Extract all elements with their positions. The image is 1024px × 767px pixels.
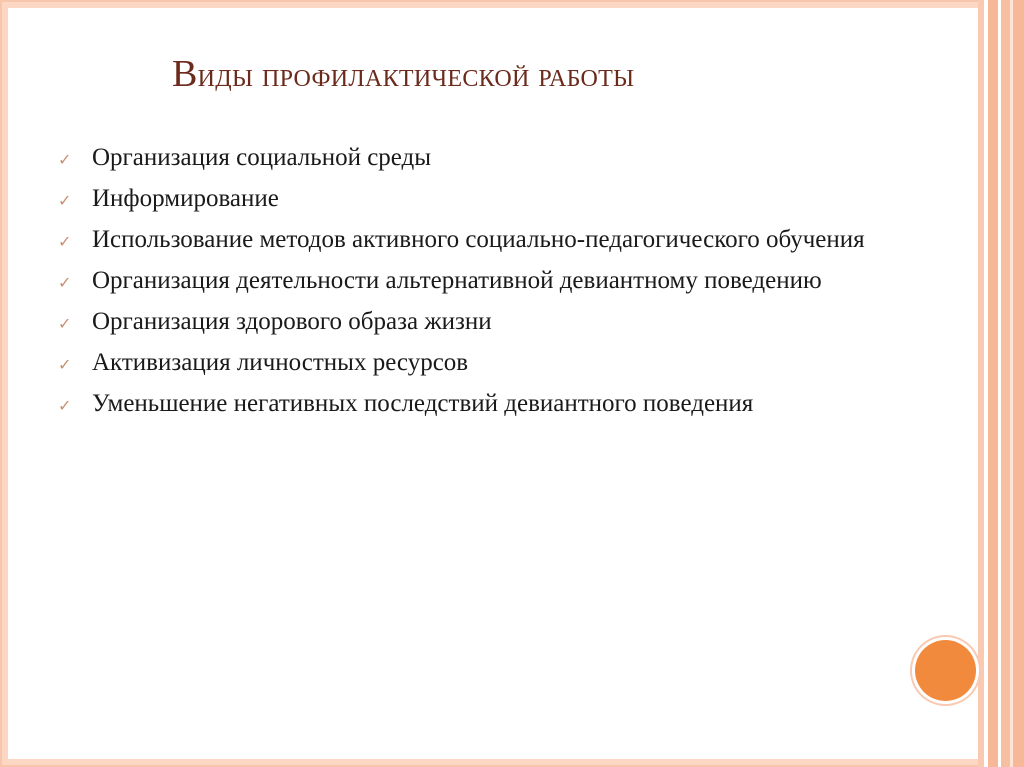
- list-item: [56, 388, 956, 419]
- list-item: [56, 265, 956, 296]
- decor-stripe: [988, 0, 998, 767]
- list-item: [56, 224, 956, 255]
- check-icon: ✓: [58, 191, 72, 210]
- decor-stripe: [1001, 0, 1010, 767]
- title-rest: иды профилактической работы: [197, 57, 635, 94]
- decor-stripe: [1013, 0, 1024, 767]
- slide-title: [172, 52, 872, 96]
- accent-circle: [915, 640, 976, 701]
- check-icon: ✓: [58, 396, 72, 415]
- title-initial: В: [172, 53, 198, 95]
- list-item: [56, 306, 956, 337]
- list-item-text: Использование методов активного социально-педагогического обучения: [92, 226, 865, 253]
- list-item-text: Уменьшение негативных последствий девиантного поведения: [92, 390, 754, 417]
- list-item-text: Активизация личностных ресурсов: [92, 349, 469, 376]
- list-item-text: Организация социальной среды: [92, 144, 432, 171]
- bullet-list: [56, 142, 956, 429]
- list-item: [56, 347, 956, 378]
- check-icon: ✓: [58, 355, 72, 374]
- check-icon: ✓: [58, 314, 72, 333]
- check-icon: ✓: [58, 273, 72, 292]
- list-item-text: Организация деятельности альтернативной девиантному поведению: [92, 267, 822, 294]
- list-item-text: Информирование: [92, 185, 279, 212]
- check-icon: ✓: [58, 150, 72, 169]
- list-item-text: Организация здорового образа жизни: [92, 308, 492, 335]
- list-item: [56, 183, 956, 214]
- list-item: [56, 142, 956, 173]
- check-icon: ✓: [58, 232, 72, 251]
